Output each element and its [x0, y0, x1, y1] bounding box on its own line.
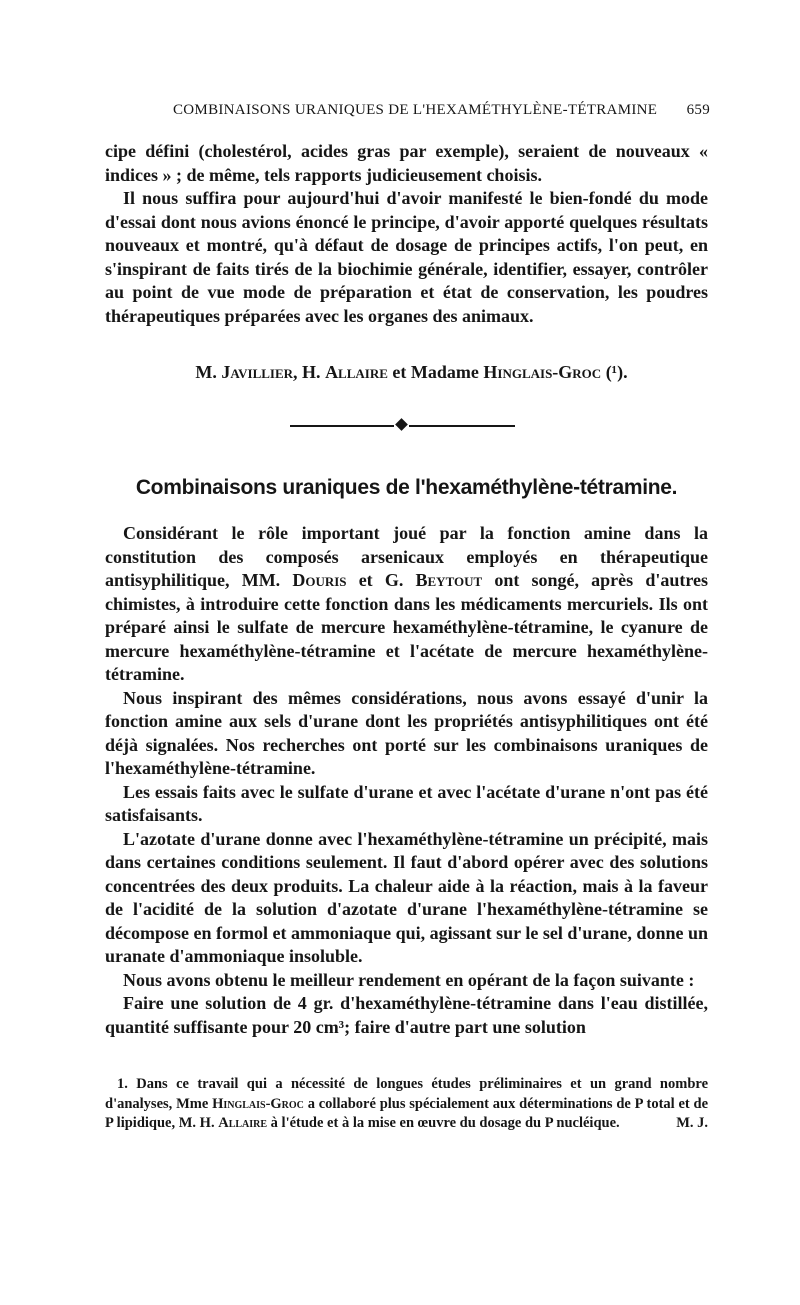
footnote [105, 1075, 708, 1134]
footnote-marker: 1. [117, 1076, 128, 1092]
diamond-ornament-icon [395, 418, 408, 431]
author-name: Allaire [218, 1115, 268, 1131]
footnote-part: à l'étude et à la mise en œuvre du dosage du P nucléique. [267, 1115, 620, 1131]
article-body [105, 522, 708, 1039]
author-name: Hinglais-Groc [212, 1095, 304, 1112]
paragraph: Nous avons obtenu le meilleur rendement en opérant de la façon suivante : [123, 969, 695, 990]
signature-text: M. [195, 362, 222, 382]
running-head-title: COMBINAISONS URANIQUES DE L'HEXAMÉTHYLÈNE-TÉTRAMINE [173, 102, 658, 118]
paragraph-text: et G. [346, 570, 416, 590]
article-title: Combinaisons uraniques de l'hexaméthylène-tétramine. [135, 476, 678, 499]
separator-line [290, 425, 394, 427]
author-name: Douris [292, 570, 347, 590]
paragraph-text: ont songé, après d'autres chimistes, à introduire cette fonction dans les médicaments mercuriels. Ils ont préparé ainsi le sulfate de mercure hexaméthylène-tétramine, le cyanure de mercure hexaméthylène-tétramine et l'acétate de mercure hexaméthylène-tétramine. [105, 570, 708, 684]
page-number: 659 [686, 102, 710, 118]
separator-line [409, 425, 515, 427]
paragraph: L'azotate d'urane donne avec l'hexaméthylène-tétramine un précipité, mais dans certaines conditions seulement. Il faut d'abord opérer avec des solutions concentrées des deux produits. La chaleur aide à la réaction, mais à la faveur de l'acidité de la solution d'azotate d'urane l'hexaméthylène-tétramine se décompose en formol et ammoniaque qui, agissant sur le sel d'urane, donne un uranate d'ammoniaque insoluble. [105, 828, 708, 966]
footnote-part: Dans ce travail qui a nécessité de longues études préliminaires et un grand nombre d'analyses, Mme [105, 1076, 708, 1112]
section-separator [290, 418, 515, 432]
paragraph: Il nous suffira pour aujourd'hui d'avoir manifesté le bien-fondé du mode d'essai dont nous avions énoncé le principe, d'avoir apporté quelques résultats nouveaux et montré, qu'à défaut de dosage de principes actifs, l'on peut, en s'inspirant de faits tirés de la biochimie générale, identifier, essayer, contrôler au point de vue mode de préparation et état de conservation, les poudres thérapeutiques préparées avec les organes des animaux. [105, 188, 708, 326]
paragraph: Faire une solution de 4 gr. d'hexaméthylène-tétramine dans l'eau distillée, quantité suffisante pour 20 cm³; faire d'autre part une solution [105, 993, 708, 1037]
footnote-part: a collaboré plus spécialement aux déterminations de P total et de P lipidique, M. H. [105, 1095, 709, 1131]
author-name: Allaire [325, 362, 388, 382]
footnote-text [105, 1075, 708, 1134]
footnote-signature: M. J. [676, 1115, 708, 1131]
paragraph: Nous inspirant des mêmes considérations, nous avons essayé d'unir la fonction amine aux sels d'urane dont les propriétés antisyphilitiques ont été déjà signalées. Nos recherches ont porté sur les combinaisons uraniques de l'hexaméthylène-tétramine. [105, 687, 708, 778]
footnote-reference: (¹). [601, 362, 628, 382]
signature-text: et Madame [387, 362, 484, 382]
paragraph: cipe défini (cholestérol, acides gras par exemple), seraient de nouveaux « indices » ; de même, tels rapports judicieusement choisis. [105, 141, 708, 185]
paragraph-text: Considérant le rôle important joué par la fonction amine dans la constitution des composés arsenicaux employés en thérapeutique antisyphilitique, MM. [105, 523, 708, 590]
signature-text: , H. [293, 362, 326, 382]
running-head [105, 102, 710, 124]
paragraph: Les essais faits avec le sulfate d'urane et avec l'acétate d'urane n'ont pas été satisfaisants. [105, 781, 708, 825]
author-name: Hinglais-Groc [483, 362, 602, 382]
author-signature [105, 362, 708, 383]
previous-article-end [105, 140, 708, 328]
author-name: Beytout [415, 570, 483, 590]
author-name: Javillier [221, 362, 294, 382]
paragraph [105, 522, 708, 687]
